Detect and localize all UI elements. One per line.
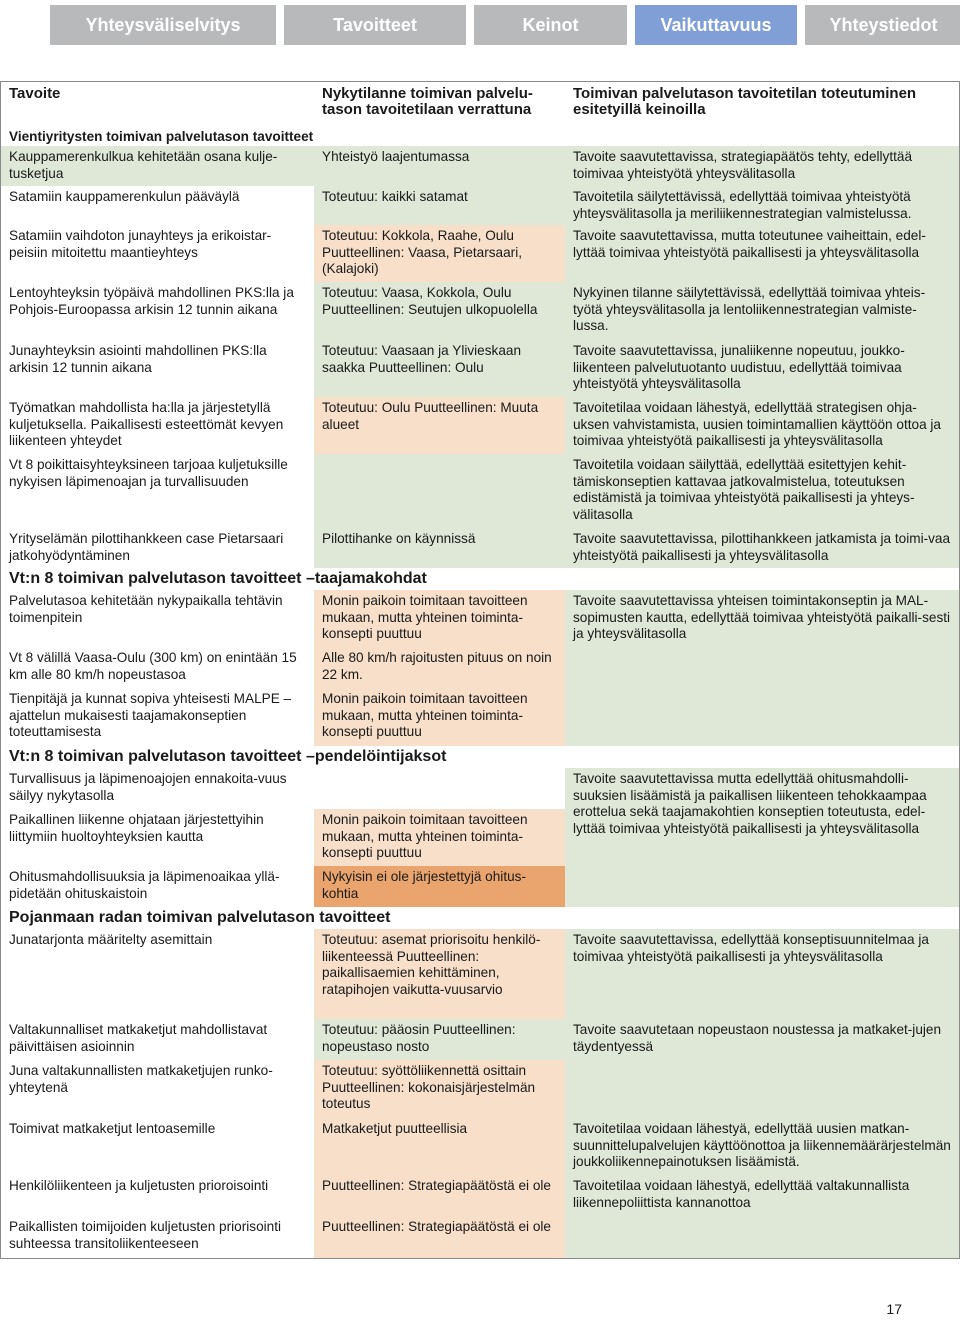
table-row	[1, 146, 959, 186]
realization-cell: Tavoite saavutetaan nopeustaon noustessa ja matkaket-jujen täydentyessä	[565, 1019, 959, 1118]
status-cell	[314, 454, 565, 528]
header-goal: Tavoite	[9, 85, 61, 102]
goal-cell: Satamiin kauppamerenkulun pääväylä	[1, 186, 314, 225]
realization-cell: Tavoite saavutettavissa, junaliikenne nopeutuu, joukko-liikenteen palvelutuotanto uudistuu, edellyttää toimivaa yhteistyötä yhteysvälitasolla	[565, 340, 959, 397]
section-heading	[1, 568, 959, 590]
status-cell: Monin paikoin toimitaan tavoitteen mukaan, mutta yhteinen toiminta-konsepti puuttuu	[314, 590, 565, 647]
header-realization: Toimivan palvelutason tavoitetilan toteutuminen esitetyillä keinoilla	[573, 85, 917, 118]
row-group-left	[1, 1175, 565, 1258]
row-group-left	[1, 1019, 565, 1118]
status-cell: Toteutuu: asemat priorisoitu henkilö-liikenteessä Puutteellinen: paikallisaemien kehittäminen, ratapihojen vaikutta-vuusarvio	[314, 929, 565, 1019]
table-row-group	[1, 590, 959, 746]
goal-cell: Valtakunnalliset matkaketjut mahdollistavat päivittäisen asioinnin	[1, 1019, 314, 1060]
realization-cell: Tavoite saavutettavissa, edellyttää konseptisuunnitelmaa ja toimivaa yhteistyötä paikallisesti ja yhteysvälitasolla	[565, 929, 959, 1019]
status-cell: Matkaketjut puutteellisia	[314, 1118, 565, 1175]
table-row	[1, 647, 565, 688]
goal-cell: Toimivat matkaketjut lentoasemille	[1, 1118, 314, 1175]
table-row	[1, 225, 959, 282]
realization-cell: Tavoitetilaa voidaan lähestyä, edellyttää valtakunnallista liikennepoliittista kannanottoa	[565, 1175, 959, 1258]
realization-cell: Tavoite saavutettavissa mutta edellyttää ohitusmahdolli-suuksien lisäämistä ja paikallisen liikenteen tehokkaampaa erottelua sekä taajamakohtien konseptien toteutusta, edel-lyttää toimivaa yhteistyötä paikallisesti ja yhteysvälitasolla	[565, 768, 959, 907]
section-title: Vt:n 8 toimivan palvelutason tavoitteet –pendelöintijaksot	[9, 748, 447, 765]
status-cell: Toteutuu: Vaasa, Kokkola, Oulu Puutteellinen: Seutujen ulkopuolella	[314, 282, 565, 340]
table-row	[1, 1216, 565, 1258]
row-group-left	[1, 768, 565, 907]
goal-cell: Palvelutasoa kehitetään nykypaikalla tehtävin toimenpitein	[1, 590, 314, 647]
status-cell: Puutteellinen: Strategiapäätöstä ei ole	[314, 1175, 565, 1216]
table-row	[1, 1019, 565, 1060]
tab-tavoitteet[interactable]: Tavoitteet	[284, 5, 466, 45]
realization-cell: Tavoitetilaa voidaan lähestyä, edellyttää strategisen ohja-uksen vahvistamista, uusien toimintamallien käyttöön ottoa ja toimivaa yhteistyötä paikallisesti ja yhteysvälitasolla	[565, 397, 959, 454]
status-cell	[314, 768, 565, 809]
table-row	[1, 809, 565, 866]
status-cell: Monin paikoin toimitaan tavoitteen mukaan, mutta yhteinen toiminta-konsepti puuttuu	[314, 688, 565, 746]
section-title: Vt:n 8 toimivan palvelutason tavoitteet –taajamakohdat	[9, 570, 427, 587]
row-group-left	[1, 590, 565, 746]
table-row	[1, 340, 959, 397]
goal-cell: Kauppamerenkulkua kehitetään osana kulje-tusketjua	[1, 146, 314, 186]
realization-cell: Nykyinen tilanne säilytettävissä, edellyttää toimivaa yhteis-työtä yhteysvälitasolla ja lentoliikennestrategian valmiste-lussa.	[565, 282, 959, 340]
status-cell: Toteutuu: syöttöliikennettä osittain Puutteellinen: kokonaisjärjestelmän toteutus	[314, 1060, 565, 1118]
realization-cell: Tavoitetila voidaan säilyttää, edellyttää esitettyjen kehit-tämiskonseptien kattavaa jatkovalmistelua, toteutuksen edistämistä ja toimivaa yhteistyötä paikallisesti ja yhteys-välitasolla	[565, 454, 959, 528]
table-row	[1, 1060, 565, 1118]
realization-cell: Tavoitetila säilytettävissä, edellyttää toimivaa yhteistyötä yhteysvälitasolla ja meriliikennestrategian valmistelussa.	[565, 186, 959, 225]
table-row	[1, 528, 959, 568]
goal-cell: Työmatkan mahdollista ha:lla ja järjestetyllä kuljetuksella. Paikallisesti esteettömät kevyen liikenteen yhteydet	[1, 397, 314, 454]
status-cell: Toteutuu: Oulu Puutteellinen: Muuta alueet	[314, 397, 565, 454]
table-row-group	[1, 768, 959, 907]
table-row	[1, 186, 959, 225]
top-navigation	[50, 5, 960, 45]
goal-cell: Ohitusmahdollisuuksia ja läpimenoaikaa yllä-pidetään ohituskaistoin	[1, 866, 314, 907]
goal-cell: Turvallisuus ja läpimenoajojen ennakoita-vuus säilyy nykytasolla	[1, 768, 314, 809]
goal-cell: Junatarjonta määritelty asemittain	[1, 929, 314, 1019]
goal-cell: Vt 8 välillä Vaasa-Oulu (300 km) on enintään 15 km alle 80 km/h nopeustasoa	[1, 647, 314, 688]
status-cell: Nykyisin ei ole järjestettyjä ohitus-kohtia	[314, 866, 565, 907]
table-row	[1, 282, 959, 340]
goal-cell: Vt 8 poikittaisyhteyksineen tarjoaa kuljetuksille nykyisen läpimenoajan ja turvallisuuden	[1, 454, 314, 528]
table-row	[1, 1118, 959, 1175]
goal-cell: Paikallisten toimijoiden kuljetusten priorisointi suhteessa transitoliikenteeseen	[1, 1216, 314, 1258]
table-row-group	[1, 1019, 959, 1118]
goal-cell: Henkilöliikenteen ja kuljetusten prioroisointi	[1, 1175, 314, 1216]
section-heading	[1, 127, 959, 146]
header-current-status: Nykytilanne toimivan palvelu-tason tavoitetilaan verrattuna	[322, 85, 533, 118]
goal-cell: Juna valtakunnallisten matkaketjujen runko-yhteytenä	[1, 1060, 314, 1118]
status-cell: Monin paikoin toimitaan tavoitteen mukaan, mutta yhteinen toiminta-konsepti puuttuu	[314, 809, 565, 866]
status-cell: Pilottihanke on käynnissä	[314, 528, 565, 568]
status-cell: Puutteellinen: Strategiapäätöstä ei ole	[314, 1216, 565, 1258]
realization-cell: Tavoite saavutettavissa, pilottihankkeen jatkamista ja toimi-vaa yhteistyötä paikallisesti ja yhteysvälitasolla	[565, 528, 959, 568]
status-cell: Toteutuu: Kokkola, Raahe, Oulu Puutteellinen: Vaasa, Pietarsaari, (Kalajoki)	[314, 225, 565, 282]
realization-cell: Tavoite saavutettavissa yhteisen toimintakonseptin ja MAL-sopimusten kautta, edellyttää toimivaa yhteistyötä paikalli-sesti ja yhteysvälitasolla	[565, 590, 959, 746]
page-number: 17	[886, 1301, 902, 1317]
table-row	[1, 929, 959, 1019]
table-header	[1, 82, 959, 127]
goal-cell: Paikallinen liikenne ohjataan järjestettyihin liittymiin huoltoyhteyksien kautta	[1, 809, 314, 866]
section-heading	[1, 746, 959, 768]
section-title: Pojanmaan radan toimivan palvelutason tavoitteet	[9, 909, 391, 926]
tab-keinot[interactable]: Keinot	[474, 5, 627, 45]
table-row	[1, 590, 565, 647]
goal-cell: Yrityselämän pilottihankkeen case Pietarsaari jatkohyödyntäminen	[1, 528, 314, 568]
realization-cell: Tavoite saavutettavissa, strategiapäätös tehty, edellyttää toimivaa yhteistyötä yhteysvälitasolla	[565, 146, 959, 186]
table-row	[1, 397, 959, 454]
status-cell: Toteutuu: kaikki satamat	[314, 186, 565, 225]
section-heading	[1, 907, 959, 929]
goal-cell: Satamiin vaihdoton junayhteys ja erikoistar-peisiin mitoitettu maantieyhteys	[1, 225, 314, 282]
tab-vaikuttavuus[interactable]: Vaikuttavuus	[635, 5, 797, 45]
goal-cell: Tienpitäjä ja kunnat sopiva yhteisesti MALPE –ajattelun mukaisesti taajamakonseptien toteuttamisesta	[1, 688, 314, 746]
section-title: Vientiyritysten toimivan palvelutason tavoitteet	[9, 129, 314, 144]
tab-yhteystiedot[interactable]: Yhteystiedot	[805, 5, 960, 45]
table-row	[1, 454, 959, 528]
table-row	[1, 866, 565, 907]
status-cell: Toteutuu: pääosin Puutteellinen: nopeustaso nosto	[314, 1019, 565, 1060]
table-row	[1, 688, 565, 746]
status-cell: Alle 80 km/h rajoitusten pituus on noin 22 km.	[314, 647, 565, 688]
table-row	[1, 768, 565, 809]
tab-yhteysvaliselvitys[interactable]: Yhteysväliselvitys	[50, 5, 276, 45]
status-cell: Yhteistyö laajentumassa	[314, 146, 565, 186]
status-cell: Toteutuu: Vaasaan ja Ylivieskaan saakka Puutteellinen: Oulu	[314, 340, 565, 397]
goal-cell: Lentoyhteyksin työpäivä mahdollinen PKS:lla ja Pohjois-Euroopassa arkisin 12 tunnin aikana	[1, 282, 314, 340]
table-row	[1, 1175, 565, 1216]
table-row-group	[1, 1175, 959, 1258]
realization-cell: Tavoite saavutettavissa, mutta toteutunee vaiheittain, edel-lyttää toimivaa yhteistyötä paikallisesti ja yhteysvälitasolla	[565, 225, 959, 282]
goal-cell: Junayhteyksin asiointi mahdollinen PKS:lla arkisin 12 tunnin aikana	[1, 340, 314, 397]
realization-cell: Tavoitetilaa voidaan lähestyä, edellyttää uusien matkan-suunnittelupalvelujen käyttöönottoa ja liikennemäärärjestelmän joukkoliikennepainotuksen lisäämistä.	[565, 1118, 959, 1175]
goals-table	[0, 81, 960, 1259]
